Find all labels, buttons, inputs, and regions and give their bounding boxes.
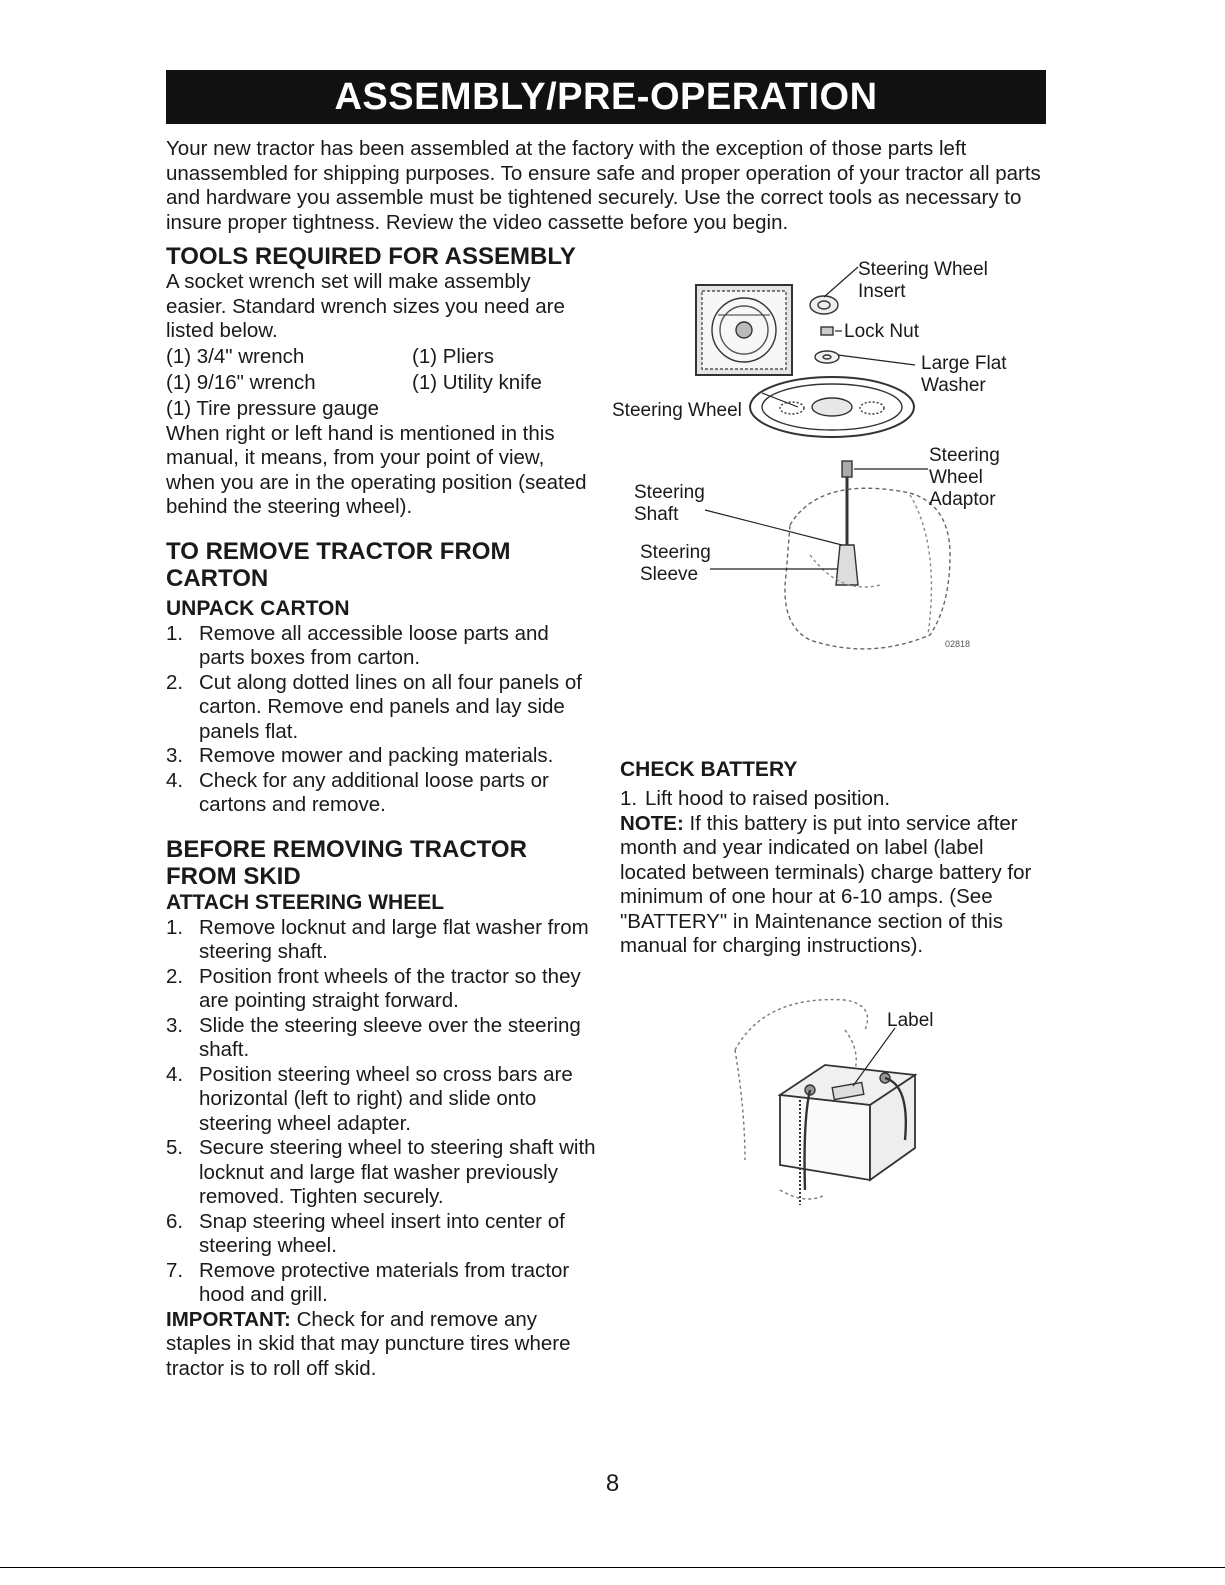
intro-paragraph: Your new tractor has been assembled at the factory with the exception of those parts left unassembled for shipping purposes. To ensure safe and proper operation of your tractor all parts and hardware you assemble must be tightened securely. Use the correct tools as necessary to insure proper tightness. Review the video cassette before you begin. — [166, 137, 1041, 234]
title-bar — [166, 70, 1046, 124]
unpack-steps — [166, 622, 596, 818]
page-title: ASSEMBLY/PRE-OPERATION — [334, 75, 878, 118]
list-item: 3. Slide the steering sleeve over the steering shaft. — [166, 1013, 581, 1061]
tools-intro: A socket wrench set will make assembly easier. Standard wrench sizes you need are listed below. — [166, 270, 565, 342]
remove-heading-line1: TO REMOVE TRACTOR FROM — [166, 537, 511, 565]
list-item: 1. Lift hood to raised position. — [620, 787, 891, 810]
label-steering-shaft: Steering Shaft — [634, 482, 705, 525]
label-battery-label: Label — [887, 1010, 934, 1031]
list-item: 7. Remove protective materials from tractor hood and grill. — [166, 1258, 570, 1306]
steering-assembly-diagram — [610, 255, 1050, 665]
steering-subheading: ATTACH STEERING WHEEL — [166, 890, 445, 914]
battery-steps — [620, 787, 1050, 812]
label-steering-sleeve: Steering Sleeve — [640, 542, 711, 585]
steering-steps — [166, 916, 596, 1308]
skid-heading-line1: BEFORE REMOVING TRACTOR — [166, 835, 527, 863]
important-note: IMPORTANT: Check for and remove any staples in skid that may puncture tires where tractor is to roll off skid. — [166, 1307, 571, 1380]
diagram-code: 02818 — [945, 639, 971, 649]
remove-heading-line2: CARTON — [166, 564, 269, 592]
left-column — [166, 243, 596, 1381]
tool-item: (1) 9/16" wrench — [166, 370, 316, 394]
battery-note: NOTE: If this battery is put into service after month and year indicated on label (label located between terminals) charge battery for minimum of one hour at 6-10 amps. (See "BATTERY" in Maintenance section of this manual for charging instructions). — [620, 811, 1032, 957]
tool-item: (1) 3/4" wrench — [166, 344, 305, 368]
tool-item: (1) Pliers — [412, 344, 495, 368]
list-item: 3. Remove mower and packing materials. — [166, 744, 554, 767]
tools-heading: TOOLS REQUIRED FOR ASSEMBLY — [166, 243, 576, 270]
battery-diagram — [725, 990, 985, 1220]
list-item: 2. Cut along dotted lines on all four panels of carton. Remove end panels and lay side panels flat. — [166, 670, 582, 743]
tools-row — [166, 370, 596, 396]
skid-heading-line2: FROM SKID — [166, 862, 301, 890]
tool-item: (1) Utility knife — [412, 370, 542, 394]
label-steering-wheel-adaptor: Steering Wheel Adaptor — [929, 445, 1000, 510]
label-large-flat-washer: Large Flat Washer — [921, 353, 1007, 396]
label-steering-wheel-insert: Steering Wheel Insert — [858, 259, 988, 302]
tools-list — [166, 344, 596, 422]
battery-heading: CHECK BATTERY — [620, 758, 798, 781]
list-item: 1. Remove all accessible loose parts and parts boxes from carton. — [166, 621, 549, 669]
unpack-subheading: UNPACK CARTON — [166, 596, 350, 620]
bottom-rule — [0, 1567, 1225, 1568]
label-lock-nut: Lock Nut — [844, 321, 919, 342]
list-item: 5. Secure steering wheel to steering shaft with locknut and large flat washer previously removed. Tighten securely. — [166, 1136, 596, 1208]
page-number: 8 — [605, 1470, 620, 1497]
right-column — [620, 757, 1050, 959]
battery-diagram-drawing — [725, 990, 985, 1220]
tools-row — [166, 344, 596, 370]
list-item: 4. Position steering wheel so cross bars are horizontal (left to right) and slide onto steering wheel adapter. — [166, 1062, 573, 1135]
list-item: 1. Remove locknut and large flat washer from steering shaft. — [166, 915, 589, 963]
list-item: 2. Position front wheels of the tractor so they are pointing straight forward. — [166, 964, 581, 1012]
list-item: 4. Check for any additional loose parts or cartons and remove. — [166, 768, 549, 816]
hand-orientation-note: When right or left hand is mentioned in this manual, it means, from your point of view, when you are in the operating position (seated behind the steering wheel). — [166, 421, 587, 518]
tools-row — [166, 396, 596, 422]
tool-item: (1) Tire pressure gauge — [166, 396, 380, 420]
list-item: 6. Snap steering wheel insert into center of steering wheel. — [166, 1209, 565, 1257]
label-steering-wheel: Steering Wheel — [612, 400, 742, 421]
